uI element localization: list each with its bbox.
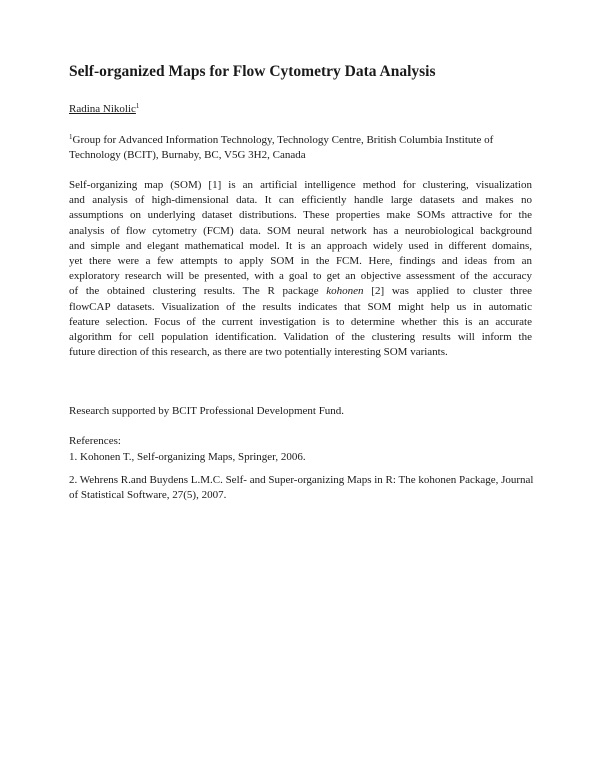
abstract-line-with-package bbox=[69, 284, 532, 299]
abstract-line: analysis of flow cytometry (FCM) data. SOM neural network has a neurobiological background bbox=[69, 224, 532, 237]
author-name: Radina Nikolic bbox=[69, 103, 136, 115]
abstract bbox=[69, 178, 532, 360]
paper-title: Self-organized Maps for Flow Cytometry Data Analysis bbox=[69, 63, 436, 80]
abstract-line: flowCAP datasets. Visualization of the results indicates that SOM might help us in automatic bbox=[69, 300, 532, 313]
package-name: kohonen bbox=[326, 285, 364, 298]
abstract-line: future direction of this research, as there are two potentially interesting SOM variants. bbox=[69, 346, 448, 359]
abstract-line: yet there were a few attempts to apply SOM in the FCM. Here, findings and ideas from an bbox=[69, 254, 532, 267]
abstract-line: algorithm for cell population identification. Validation of the clustering results will inform the bbox=[69, 330, 532, 343]
abstract-text-segment: [2] was applied to cluster three bbox=[363, 285, 533, 298]
abstract-line: and simple and elegant mathematical model. It is an approach widely used in different domains, bbox=[69, 239, 532, 252]
reference-item: 1. Kohonen T., Self-organizing Maps, Springer, 2006. bbox=[69, 451, 306, 463]
affiliation-marker: 1 bbox=[69, 133, 73, 141]
abstract-line: assumptions on underlying dataset distributions. These properties make SOMs attractive for the bbox=[69, 209, 532, 222]
reference-item: 2. Wehrens R.and Buydens L.M.C. Self- and Super-organizing Maps in R: The kohonen Package, Journal of Statistical Software, 27(5), 2007. bbox=[69, 474, 534, 501]
funding-note: Research supported by BCIT Professional Development Fund. bbox=[69, 405, 345, 417]
author-line bbox=[69, 102, 139, 116]
abstract-line: Self-organizing map (SOM) [1] is an artificial intelligence method for clustering, visualization bbox=[69, 179, 532, 191]
affiliation bbox=[69, 133, 539, 163]
author-affiliation-marker: 1 bbox=[135, 102, 140, 110]
references-heading: References: bbox=[69, 435, 121, 447]
abstract-text-segment: of the obtained clustering results. The R package bbox=[69, 285, 327, 298]
abstract-line: feature selection. Focus of the current investigation is to determine whether this is an accurate bbox=[69, 315, 532, 328]
abstract-line: and analysis of high-dimensional data. It can efficiently handle large datasets and makes no bbox=[69, 194, 532, 207]
abstract-line: exploratory research will be presented, with a goal to get an objective assessment of the accuracy bbox=[69, 270, 532, 283]
affiliation-text: Group for Advanced Information Technology, Technology Centre, British Columbia Institute of Technology (BCIT), Burnaby, BC, V5G 3H2, Canada bbox=[69, 134, 494, 161]
